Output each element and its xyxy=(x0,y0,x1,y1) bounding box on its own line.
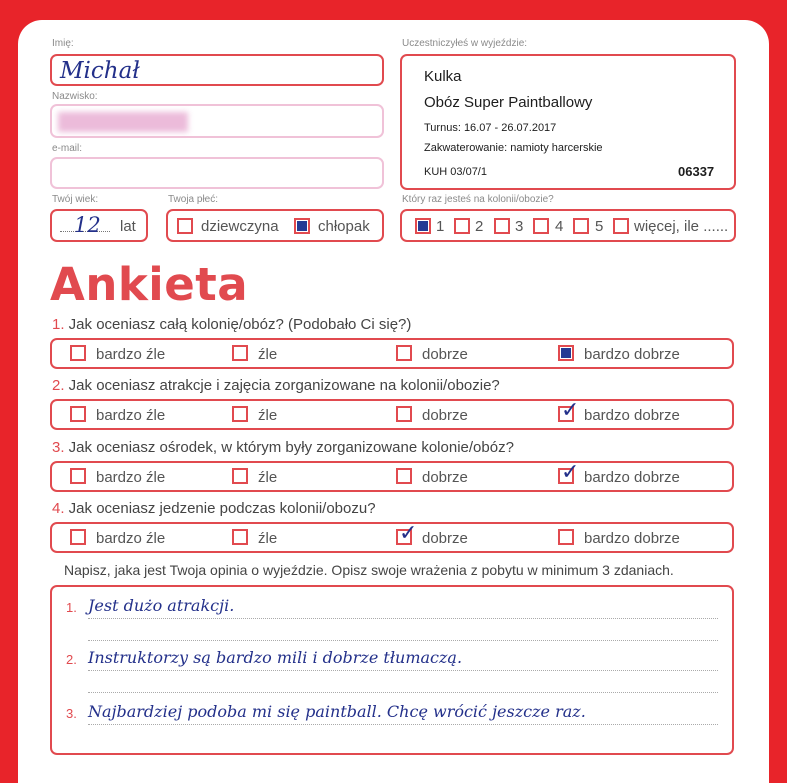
trip-code: KUH 03/07/1 xyxy=(424,166,487,178)
last-name-field[interactable] xyxy=(50,104,384,138)
question-2-option-1: bardzo źle xyxy=(96,407,166,424)
opinion-dotted-line xyxy=(88,692,718,693)
gender-field xyxy=(166,209,384,242)
question-3-checkbox-1[interactable] xyxy=(70,468,86,484)
which-time-label: Który raz jesteś na kolonii/obozie? xyxy=(402,194,554,205)
question-1-checkbox-2[interactable] xyxy=(232,345,248,361)
question-3-checkbox-4[interactable] xyxy=(558,460,580,485)
times-checkbox-more[interactable] xyxy=(613,218,629,234)
question-1-option-4: bardzo dobrze xyxy=(584,346,680,363)
question-2-checkbox-4[interactable] xyxy=(558,398,580,423)
question-2-option-2: źle xyxy=(258,407,278,424)
gender-label: Twoja płeć: xyxy=(168,194,219,205)
trip-camp: Obóz Super Paintballowy xyxy=(424,94,593,111)
opinion-line-1-number: 1. xyxy=(66,600,77,615)
opinion-line-3-number: 3. xyxy=(66,706,77,721)
question-1-number: 1. xyxy=(52,316,65,333)
question-4-option-1: bardzo źle xyxy=(96,530,166,547)
times-checkbox-3[interactable] xyxy=(494,218,510,234)
question-2-option-3: dobrze xyxy=(422,407,468,424)
question-1-checkbox-4[interactable] xyxy=(558,345,574,361)
times-option-5: 5 xyxy=(595,218,604,235)
times-checkbox-4[interactable] xyxy=(533,218,549,234)
question-4-option-3: dobrze xyxy=(422,530,468,547)
question-1-label: Jak oceniasz całą kolonię/obóz? (Podobało Ci się?) xyxy=(64,316,412,333)
times-checkbox-2[interactable] xyxy=(454,218,470,234)
question-4-number: 4. xyxy=(52,500,65,517)
question-3-option-1: bardzo źle xyxy=(96,469,166,486)
question-2-text xyxy=(52,377,500,394)
email-field[interactable] xyxy=(50,157,384,189)
trip-number: 06337 xyxy=(678,164,715,179)
trip-box xyxy=(400,54,736,190)
question-1-option-3: dobrze xyxy=(422,346,468,363)
check-mark-icon: ✓ xyxy=(561,460,580,485)
check-mark-icon: ✓ xyxy=(399,521,418,546)
question-3-option-3: dobrze xyxy=(422,469,468,486)
times-option-2: 2 xyxy=(475,218,484,235)
times-checkbox-5[interactable] xyxy=(573,218,589,234)
times-checkbox-1[interactable] xyxy=(415,218,431,234)
question-4-text xyxy=(52,500,376,517)
first-name-label: Imię: xyxy=(52,38,74,49)
times-option-1: 1 xyxy=(436,218,445,235)
question-4-checkbox-2[interactable] xyxy=(232,529,248,545)
question-4-checkbox-1[interactable] xyxy=(70,529,86,545)
opinion-dotted-line xyxy=(88,618,718,619)
gender-option-girl: dziewczyna xyxy=(201,218,279,235)
first-name-field[interactable] xyxy=(50,54,384,86)
question-3-text xyxy=(52,439,514,456)
question-4-option-4: bardzo dobrze xyxy=(584,530,680,547)
question-3-checkbox-2[interactable] xyxy=(232,468,248,484)
which-time-field xyxy=(400,209,736,242)
question-3-option-2: źle xyxy=(258,469,278,486)
age-unit: lat xyxy=(120,218,136,235)
question-1-option-1: bardzo źle xyxy=(96,346,166,363)
question-2-checkbox-1[interactable] xyxy=(70,406,86,422)
question-3-label: Jak oceniasz ośrodek, w którym były zorganizowane kolonie/obóz? xyxy=(64,439,514,456)
trip-name: Kulka xyxy=(424,68,462,85)
survey-title: Ankieta xyxy=(50,258,249,311)
trip-label: Uczestniczyłeś w wyjeździe: xyxy=(402,38,528,49)
question-3-checkbox-3[interactable] xyxy=(396,468,412,484)
gender-checkbox-girl[interactable] xyxy=(177,218,193,234)
gender-option-boy: chłopak xyxy=(318,218,370,235)
question-4-label: Jak oceniasz jedzenie podczas kolonii/obozu? xyxy=(64,500,376,517)
opinion-dotted-line xyxy=(88,640,718,641)
question-1-text xyxy=(52,316,411,333)
first-name-value: Michał xyxy=(60,58,140,84)
age-label: Twój wiek: xyxy=(52,194,99,205)
redacted-surname xyxy=(58,112,188,132)
age-field[interactable] xyxy=(50,209,148,242)
question-1-option-2: źle xyxy=(258,346,278,363)
question-4-checkbox-3[interactable] xyxy=(396,521,418,546)
times-option-4: 4 xyxy=(555,218,564,235)
times-option-more: więcej, ile ...... xyxy=(634,218,729,235)
last-name-label: Nazwisko: xyxy=(52,91,98,102)
question-1-checkbox-1[interactable] xyxy=(70,345,86,361)
question-4-option-2: źle xyxy=(258,530,278,547)
question-2-option-4: bardzo dobrze xyxy=(584,407,680,424)
opinion-line-2-number: 2. xyxy=(66,652,77,667)
opinion-line-2-text: Instruktorzy są bardzo mili i dobrze tłumaczą. xyxy=(88,648,463,667)
question-1-checkbox-3[interactable] xyxy=(396,345,412,361)
email-label: e-mail: xyxy=(52,143,83,154)
opinion-dotted-line xyxy=(88,670,718,671)
opinion-dotted-line xyxy=(88,724,718,725)
question-2-number: 2. xyxy=(52,377,65,394)
opinion-prompt: Napisz, jaka jest Twoja opinia o wyjeździe. Opisz swoje wrażenia z pobytu w minimum 3 zdaniach. xyxy=(64,562,674,578)
question-3-number: 3. xyxy=(52,439,65,456)
check-mark-icon: ✓ xyxy=(561,398,580,423)
question-4-checkbox-4[interactable] xyxy=(558,529,574,545)
question-3-option-4: bardzo dobrze xyxy=(584,469,680,486)
trip-turnus: Turnus: 16.07 - 26.07.2017 xyxy=(424,122,557,134)
question-2-checkbox-3[interactable] xyxy=(396,406,412,422)
opinion-line-3-text: Najbardziej podoba mi się paintball. Chcę wrócić jeszcze raz. xyxy=(88,702,586,721)
question-2-label: Jak oceniasz atrakcje i zajęcia zorganizowane na kolonii/obozie? xyxy=(64,377,500,394)
age-value: 12 xyxy=(74,213,101,237)
gender-checkbox-boy[interactable] xyxy=(294,218,310,234)
trip-accommodation: Zakwaterowanie: namioty harcerskie xyxy=(424,142,603,154)
times-option-3: 3 xyxy=(515,218,524,235)
opinion-line-1-text: Jest dużo atrakcji. xyxy=(88,596,235,615)
question-2-checkbox-2[interactable] xyxy=(232,406,248,422)
